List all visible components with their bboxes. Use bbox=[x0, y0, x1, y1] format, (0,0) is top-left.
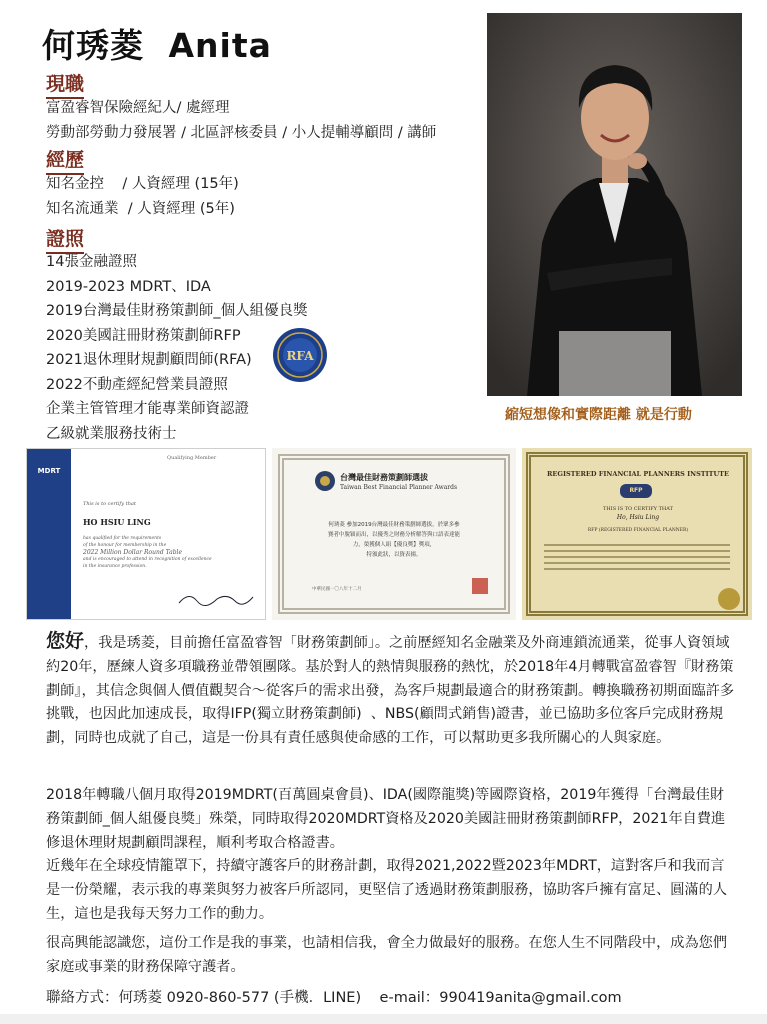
mdrt-body-line: has qualified for the requirements bbox=[83, 536, 162, 541]
certificate-line: 2019台灣最佳財務策劃師_個人組優良獎 bbox=[46, 303, 308, 319]
current-position-list bbox=[46, 96, 436, 145]
certificates-list bbox=[46, 250, 308, 446]
mdrt-logo: MDRT bbox=[37, 467, 61, 475]
achievements-paragraph bbox=[46, 784, 736, 927]
rfp-header: REGISTERED FINANCIAL PLANNERS INSTITUTE bbox=[547, 470, 729, 478]
closing-text: 很高興能認識您，這份工作是我的事業，也請相信我，會全力做最好的服務。在您人生不同階段中，成為您們家庭或事業的財務保障守護者。 bbox=[46, 935, 728, 975]
award-emblem-icon bbox=[314, 470, 336, 492]
person-name bbox=[42, 20, 272, 67]
portrait-photo bbox=[487, 13, 742, 396]
bottom-band bbox=[0, 1014, 767, 1024]
rfp-certificate bbox=[522, 448, 752, 620]
rfp-certify: THIS IS TO CERTIFY THAT bbox=[603, 506, 673, 512]
photo-caption: 縮短想像和實際距離 就是行動 bbox=[505, 407, 692, 423]
rfp-designation: RFP (REGISTERED FINANCIAL PLANNER) bbox=[587, 528, 689, 533]
award-seal bbox=[472, 578, 488, 594]
award-title-cn: 台灣最佳財務策劃師選拔 bbox=[340, 473, 428, 482]
mdrt-body bbox=[83, 535, 212, 570]
certificate-line: 2020美國註冊財務策劃師RFP bbox=[46, 327, 241, 344]
mdrt-body-line: of the honour for membership in the bbox=[83, 543, 167, 548]
certificate-line: 2021退休理財規劃顧問師(RFA) bbox=[46, 352, 252, 368]
rfp-fine-print bbox=[544, 540, 730, 580]
mdrt-body-line: and is encouraged to attend in recognition of excellence bbox=[83, 557, 212, 562]
taiwan-award-certificate bbox=[272, 448, 516, 620]
pandemic-text: 近幾年在全球疫情籠罩下，持續守護客戶的財務計劃，取得2021,2022暨2023年MDRT，這對客戶和我而言是一份榮耀，表示我的專業與努力被客戶所認同，更堅信了透過財務策劃服務，協助客戶擁有富足、圓滿的人生，這也是我每天努力工作的動力。 bbox=[46, 858, 728, 922]
certificate-line: 2022不動產經紀營業員證照 bbox=[46, 376, 228, 393]
chinese-name: 何琇菱 bbox=[42, 26, 144, 65]
mdrt-certificate bbox=[26, 448, 266, 620]
certificate-line: 企業主管管理才能專業師資認證 bbox=[46, 401, 249, 417]
greeting: 您好 bbox=[46, 630, 85, 652]
intro-text: ，我是琇菱，目前擔任富盈睿智「財務策劃師」。之前歷經知名金融業及外商連鎖流通業，從事人資領域約20年，歷練人資多項職務並帶領團隊。基於對人的熱情與服務的熱忱，於2018年4月轉戰富盈睿智『財務策劃師』，其信念與個人價值觀契合～從客戶的需求出發，為客戶規劃最適合的財務策劃。轉換職務初期面臨許多挑戰，也因此加速成長，取得IFP(獨立財務策劃師) 、NBS(顧問式銷售)證書，並已協助多位客戶完成財務規劃，同時也成就了自己，這是一份具有責任感與使命感的工作，可以幫助更多我所關心的人與家庭。 bbox=[46, 635, 735, 747]
experience-line: 知名金控 / 人資經理 (15年) bbox=[46, 176, 239, 192]
award-body-line: 力，榮獲個人組【優良獎】獎項， bbox=[352, 542, 436, 548]
rfa-badge-icon bbox=[272, 327, 328, 383]
rfa-badge-label: RFA bbox=[286, 349, 314, 363]
mdrt-body-line: 2022 Million Dollar Round Table bbox=[83, 549, 183, 556]
experience-heading: 經歷 bbox=[46, 148, 84, 175]
achievements-text: 2018年轉職八個月取得2019MDRT(百萬圓桌會員)、IDA(國際龍獎)等國際資格，2019年獲得「台灣最佳財務策劃師_個人組優良獎」殊榮，同時取得2020MDRT資格及2020美國註冊財務策劃師RFP，2021年自費進修退休理財規劃顧問課程，順利考取合格證書。 bbox=[46, 787, 726, 851]
award-body-line: 特頒此狀，以資表揚。 bbox=[366, 552, 422, 558]
mdrt-signature bbox=[177, 589, 257, 609]
award-body bbox=[302, 520, 486, 560]
rfp-badge: RFP bbox=[620, 484, 652, 498]
mdrt-body-line: in the insurance profession. bbox=[83, 564, 147, 569]
rfp-name: Ho, Hsiu Ling bbox=[616, 514, 660, 521]
certificates-heading: 證照 bbox=[46, 227, 84, 254]
portrait-illustration bbox=[487, 13, 742, 396]
certificate-line: 14張金融證照 bbox=[46, 254, 137, 270]
award-body-line: 何琇菱 參加2019台灣最佳財務策劃師選拔，於眾多參 bbox=[328, 522, 460, 528]
experience-line: 知名流通業 / 人資經理 (5年) bbox=[46, 200, 235, 217]
current-position-line: 勞動部勞動力發展署 / 北區評核委員 / 小人提輔導顧問 / 講師 bbox=[46, 124, 437, 141]
english-name: Anita bbox=[168, 26, 272, 65]
intro-paragraph bbox=[46, 630, 736, 751]
certificate-line: 乙級就業服務技術士 bbox=[46, 425, 177, 442]
rfp-gold-seal bbox=[718, 588, 740, 610]
contact-line: 聯絡方式：何琇菱 0920-860-577 (手機．LINE) e-mail：990419anita@gmail.com bbox=[46, 990, 622, 1006]
mdrt-member-name: HO HSIU LING bbox=[83, 517, 151, 527]
mdrt-intro: This is to certify that bbox=[83, 501, 136, 507]
award-footer: 中華民國一〇八年十二月 bbox=[312, 587, 362, 592]
experience-list bbox=[46, 172, 239, 221]
current-position-line: 富盈睿智保險經紀人/ 處經理 bbox=[46, 100, 230, 116]
closing-paragraph bbox=[46, 932, 736, 980]
award-body-line: 賽者中脫穎而出，以優秀之財務分析解答與口語表達能 bbox=[327, 532, 460, 538]
certificate-line: 2019-2023 MDRT、IDA bbox=[46, 278, 211, 295]
mdrt-title: Qualifying Member bbox=[167, 455, 217, 461]
current-position-heading: 現職 bbox=[46, 72, 84, 99]
award-title-en: Taiwan Best Financial Planner Awards bbox=[340, 484, 458, 491]
